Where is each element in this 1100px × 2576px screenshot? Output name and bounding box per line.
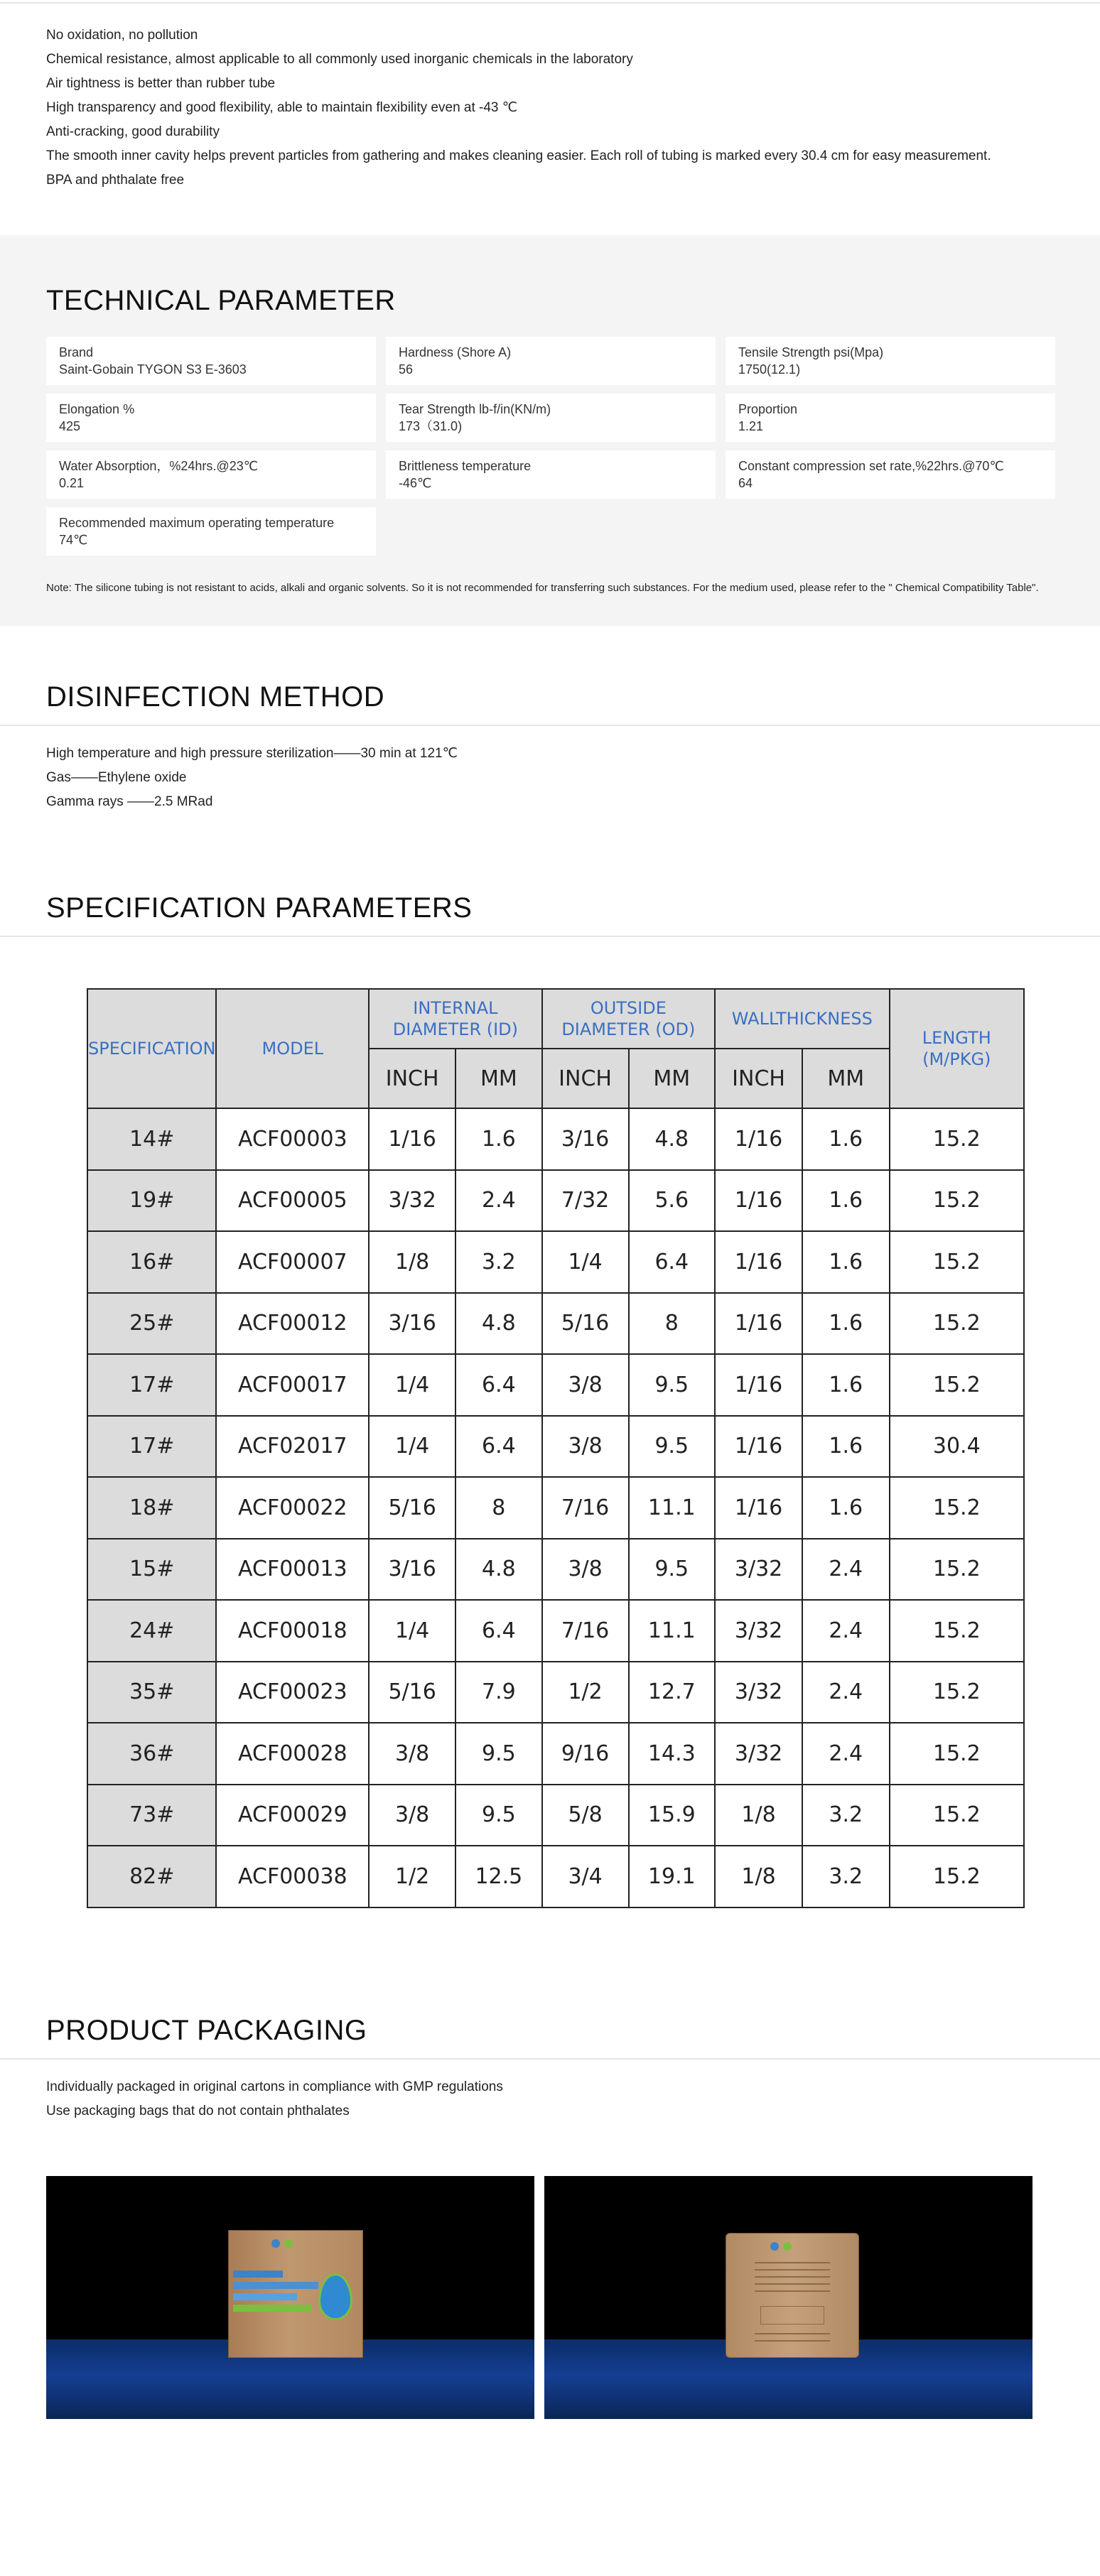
cell-wall-mm: 1.6 [802,1231,889,1293]
cell-model: ACF00017 [216,1354,369,1416]
cell-length: 15.2 [890,1108,1024,1170]
section-title: TECHNICAL PARAMETER [46,285,396,316]
header-od-mm: MM [629,1049,716,1108]
cell-length: 15.2 [890,1293,1024,1355]
cell-wall-mm: 3.2 [802,1785,889,1846]
spec-table-body [87,1108,1024,1907]
cell-specification: 15# [87,1539,216,1601]
cell-specification: 16# [87,1231,216,1293]
header-od-inch: INCH [542,1049,629,1108]
cell-id-mm: 6.4 [455,1354,542,1416]
cell-id-mm: 7.9 [455,1662,542,1723]
cell-id-inch: 1/2 [369,1846,455,1907]
cell-od-inch: 7/16 [542,1600,629,1662]
cell-model: ACF00028 [216,1723,369,1785]
cell-od-inch: 5/16 [542,1293,629,1355]
cell-wall-inch: 1/16 [715,1293,802,1355]
cell-length: 15.2 [890,1354,1024,1416]
packaging-section [0,1908,1100,2419]
table-row [87,1662,1024,1723]
param-value: -46℃ [399,476,432,490]
cell-od-inch: 7/16 [542,1477,629,1539]
param-label: Brittleness temperature [399,459,532,473]
cell-od-mm: 8 [629,1293,716,1355]
table-row [87,1108,1024,1170]
cell-od-inch: 9/16 [542,1723,629,1785]
header-internal-diameter: INTERNAL DIAMETER (ID) [369,989,541,1049]
cell-od-mm: 19.1 [629,1846,716,1907]
packaging-item: Use packaging bags that do not contain phthalates [46,2103,350,2118]
cell-model: ACF00007 [216,1231,369,1293]
cell-wall-mm: 2.4 [802,1723,889,1785]
cell-length: 15.2 [890,1600,1024,1662]
disinfection-list [0,726,1100,892]
cell-od-mm: 9.5 [629,1539,716,1601]
cell-specification: 17# [87,1416,216,1478]
cell-wall-mm: 1.6 [802,1170,889,1232]
param-label: Elongation % [59,402,135,416]
cell-wall-mm: 1.6 [802,1354,889,1416]
packaging-photo-back [544,2176,1032,2419]
cell-specification: 14# [87,1108,216,1170]
section-header [0,681,1100,726]
header-outside-diameter: OUTSIDE DIAMETER (OD) [542,989,715,1049]
feature-list [0,4,1100,228]
cell-id-mm: 1.6 [455,1108,542,1170]
cell-length: 15.2 [890,1785,1024,1846]
cell-id-mm: 6.4 [455,1600,542,1662]
param-card-tensile-strength [726,337,1055,385]
cell-od-inch: 1/2 [542,1662,629,1723]
cell-id-mm: 8 [455,1477,542,1539]
cell-wall-mm: 1.6 [802,1477,889,1539]
cell-id-inch: 1/4 [369,1354,455,1416]
cell-wall-inch: 3/32 [715,1662,802,1723]
cell-od-inch: 3/4 [542,1846,629,1907]
param-grid [46,337,1054,556]
table-row [87,1231,1024,1293]
cell-model: ACF00029 [216,1785,369,1846]
param-card-water-absorption [46,450,376,499]
cell-od-mm: 9.5 [629,1416,716,1478]
section-header [0,892,1100,937]
cell-wall-inch: 1/16 [715,1477,802,1539]
spec-table [87,988,1025,1908]
cell-specification: 35# [87,1662,216,1723]
cell-od-mm: 4.8 [629,1108,716,1170]
param-value: 1.21 [738,419,764,433]
cell-id-inch: 3/16 [369,1293,455,1355]
cell-specification: 82# [87,1846,216,1907]
param-label: Tear Strength lb-f/in(KN/m) [399,402,551,416]
cell-od-inch: 3/8 [542,1539,629,1601]
cell-length: 15.2 [890,1170,1024,1232]
param-label: Tensile Strength psi(Mpa) [738,345,884,359]
cell-model: ACF00038 [216,1846,369,1907]
cell-model: ACF00022 [216,1477,369,1539]
header-id-mm: MM [455,1049,542,1108]
carton-back-image [726,2233,859,2358]
table-row [87,1846,1024,1907]
cell-model: ACF00023 [216,1662,369,1723]
section-title: PRODUCT PACKAGING [46,2014,367,2046]
cell-id-inch: 1/8 [369,1231,455,1293]
cell-od-inch: 3/8 [542,1416,629,1478]
cell-od-mm: 5.6 [629,1170,716,1232]
feature-item: Anti-cracking, good durability [46,124,220,139]
disinfection-section [0,626,1100,892]
cell-id-mm: 9.5 [455,1723,542,1785]
param-card-tear-strength [386,394,716,442]
cell-wall-inch: 3/32 [715,1539,802,1601]
cell-id-inch: 1/4 [369,1416,455,1478]
param-value: 1750(12.1) [738,362,801,377]
header-wall-mm: MM [802,1049,889,1108]
cell-wall-mm: 2.4 [802,1539,889,1601]
table-row [87,1170,1024,1232]
cell-id-inch: 1/4 [369,1600,455,1662]
compatibility-note: Note: The silicone tubing is not resistant to acids, alkali and organic solvents. So it is not recommended for transferring such substances. For the medium used, please refer to the " Chemical Compatibility Table". [46,582,1039,594]
param-card-elongation [46,394,376,442]
feature-item: Chemical resistance, almost applicable to all commonly used inorganic chemicals in the laboratory [46,52,633,67]
packaging-photo-front [46,2176,534,2419]
param-label: Brand [59,345,94,359]
cell-specification: 25# [87,1293,216,1355]
spec-table-wrapper [0,937,1100,1908]
cell-model: ACF00005 [216,1170,369,1232]
cell-id-mm: 4.8 [455,1293,542,1355]
table-row [87,1600,1024,1662]
cell-id-mm: 6.4 [455,1416,542,1478]
header-length: LENGTH (M/PKG) [890,989,1024,1108]
feature-item: High transparency and good flexibility, able to maintain flexibility even at -43 ℃ [46,100,518,115]
cell-length: 30.4 [890,1416,1024,1478]
cell-wall-inch: 1/16 [715,1170,802,1232]
cell-wall-inch: 1/16 [715,1108,802,1170]
disinfection-item: High temperature and high pressure sterilization——30 min at 121℃ [46,746,458,761]
param-card-brand [46,337,376,385]
cell-od-mm: 15.9 [629,1785,716,1846]
param-card-max-temperature [46,507,376,556]
cell-od-mm: 14.3 [629,1723,716,1785]
param-value: 74℃ [59,533,88,547]
cell-specification: 18# [87,1477,216,1539]
cell-length: 15.2 [890,1477,1024,1539]
cell-wall-inch: 1/16 [715,1354,802,1416]
feature-item: BPA and phthalate free [46,173,185,188]
packaging-photos [0,2159,1100,2419]
cell-specification: 36# [87,1723,216,1785]
cell-wall-mm: 1.6 [802,1108,889,1170]
param-label: Hardness (Shore A) [399,345,512,359]
cell-specification: 19# [87,1170,216,1232]
cell-od-mm: 11.1 [629,1477,716,1539]
cell-id-mm: 4.8 [455,1539,542,1601]
param-label: Proportion [738,402,798,416]
cell-length: 15.2 [890,1231,1024,1293]
cell-id-mm: 2.4 [455,1170,542,1232]
cell-model: ACF00012 [216,1293,369,1355]
table-row [87,1785,1024,1846]
section-title: SPECIFICATION PARAMETERS [46,892,473,924]
cell-od-inch: 3/16 [542,1108,629,1170]
specification-section [0,892,1100,1908]
cell-od-inch: 7/32 [542,1170,629,1232]
param-label: Water Absorption，%24hrs.@23℃ [59,459,258,473]
cell-wall-mm: 2.4 [802,1600,889,1662]
disinfection-item: Gas——Ethylene oxide [46,770,187,785]
cell-specification: 24# [87,1600,216,1662]
section-title: DISINFECTION METHOD [46,681,385,713]
param-value: Saint-Gobain TYGON S3 E-3603 [59,362,247,377]
cell-od-mm: 11.1 [629,1600,716,1662]
cell-wall-inch: 1/8 [715,1846,802,1907]
cell-length: 15.2 [890,1539,1024,1601]
cell-model: ACF00018 [216,1600,369,1662]
cell-id-inch: 3/8 [369,1723,455,1785]
cell-length: 15.2 [890,1846,1024,1907]
cell-wall-inch: 1/16 [715,1231,802,1293]
packaging-item: Individually packaged in original cartons in compliance with GMP regulations [46,2079,503,2094]
feature-item: The smooth inner cavity helps prevent particles from gathering and makes cleaning easier. Each roll of tubing is marked every 30.4 cm for easy measurement. [46,148,991,163]
feature-item: No oxidation, no pollution [46,28,198,43]
table-row [87,1416,1024,1478]
cell-id-inch: 3/8 [369,1785,455,1846]
cell-id-inch: 5/16 [369,1662,455,1723]
header-model: MODEL [216,989,369,1108]
cell-wall-inch: 1/8 [715,1785,802,1846]
cell-specification: 17# [87,1354,216,1416]
cell-wall-inch: 3/32 [715,1600,802,1662]
cell-od-inch: 5/8 [542,1785,629,1846]
cell-wall-mm: 3.2 [802,1846,889,1907]
cell-model: ACF00013 [216,1539,369,1601]
param-card-hardness [386,337,716,385]
header-wallthickness: WALLTHICKNESS [715,989,889,1049]
cell-od-mm: 6.4 [629,1231,716,1293]
cell-wall-mm: 2.4 [802,1662,889,1723]
cell-id-mm: 12.5 [455,1846,542,1907]
cell-id-inch: 3/32 [369,1170,455,1232]
param-value: 0.21 [59,476,85,490]
table-row [87,1477,1024,1539]
cell-specification: 73# [87,1785,216,1846]
param-value: 56 [399,362,414,377]
cell-id-inch: 3/16 [369,1539,455,1601]
table-row [87,1539,1024,1601]
cell-length: 15.2 [890,1723,1024,1785]
cell-model: ACF00003 [216,1108,369,1170]
cell-model: ACF02017 [216,1416,369,1478]
cell-wall-mm: 1.6 [802,1416,889,1478]
param-label: Constant compression set rate,%22hrs.@70℃ [738,459,1004,473]
disinfection-item: Gamma rays ——2.5 MRad [46,794,213,809]
packaging-list [0,2060,1100,2159]
technical-parameter-section [0,235,1100,626]
table-row [87,1293,1024,1355]
cell-od-mm: 9.5 [629,1354,716,1416]
cell-wall-inch: 3/32 [715,1723,802,1785]
cell-wall-mm: 1.6 [802,1293,889,1355]
feature-item: Air tightness is better than rubber tube [46,76,276,91]
param-card-compression-set [726,450,1055,499]
table-row [87,1723,1024,1785]
param-value: 173（31.0) [399,419,463,433]
cell-wall-inch: 1/16 [715,1416,802,1478]
param-value: 64 [738,476,753,490]
header-specification: SPECIFICATION [87,989,216,1108]
cell-od-inch: 3/8 [542,1354,629,1416]
table-row [87,1354,1024,1416]
cell-length: 15.2 [890,1662,1024,1723]
cell-od-mm: 12.7 [629,1662,716,1723]
cell-od-inch: 1/4 [542,1231,629,1293]
cell-id-mm: 3.2 [455,1231,542,1293]
param-card-proportion [726,394,1055,442]
section-header [0,2015,1100,2060]
carton-front-image [228,2230,363,2358]
param-value: 425 [59,419,81,433]
cell-id-inch: 1/16 [369,1108,455,1170]
param-label: Recommended maximum operating temperature [59,516,335,530]
cell-id-inch: 5/16 [369,1477,455,1539]
header-wall-inch: INCH [715,1049,802,1108]
cell-id-mm: 9.5 [455,1785,542,1846]
header-id-inch: INCH [369,1049,455,1108]
param-card-brittleness [386,450,716,499]
